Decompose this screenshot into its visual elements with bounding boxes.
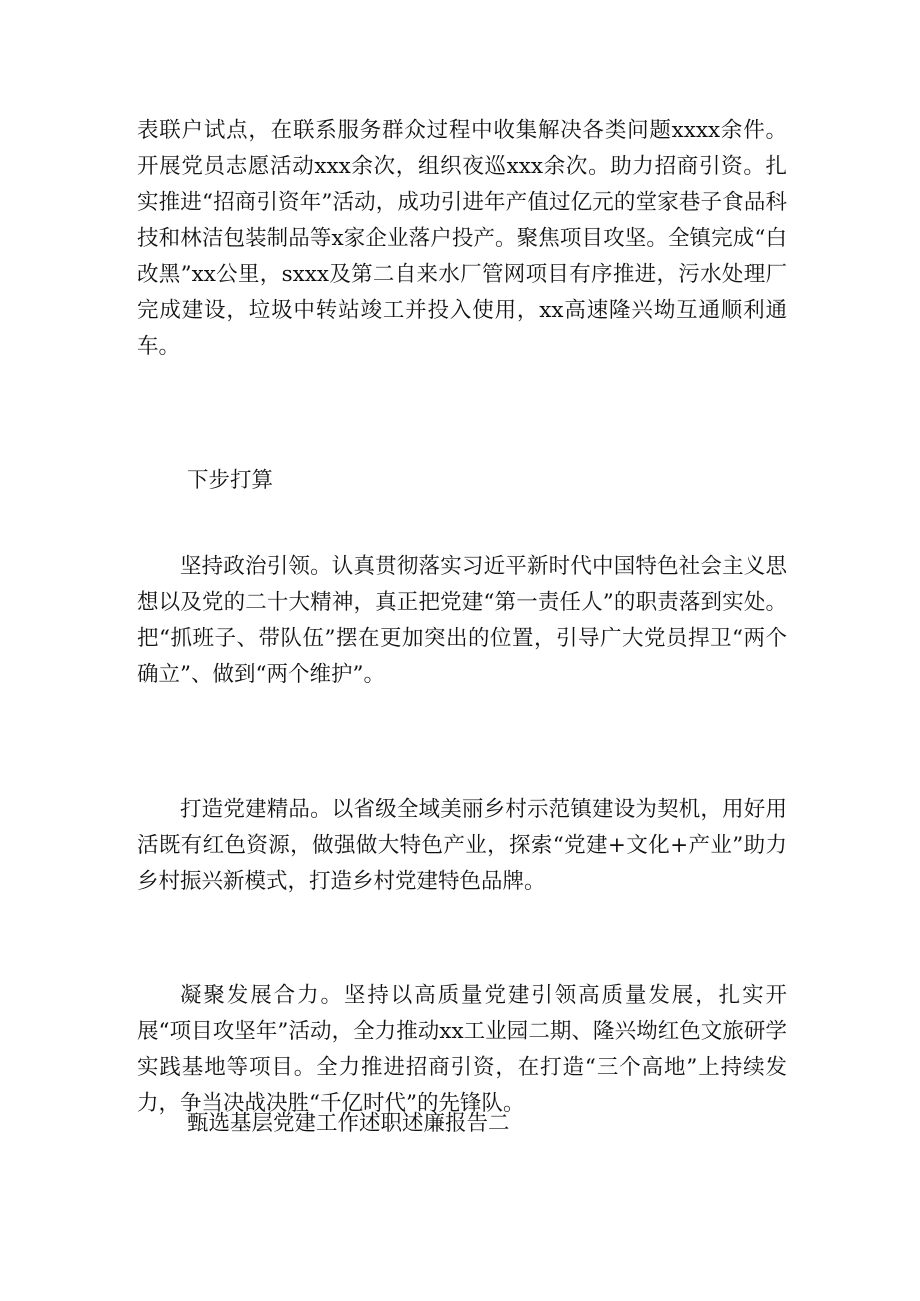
section-heading-next-steps: 下步打算 (187, 468, 274, 493)
paragraph-political-leadership: 坚持政治引领。认真贯彻落实习近平新时代中国特色社会主义思想以及党的二十大精神，真正把党建“第一责任人”的职责落到实处。把“抓班子、带队伍”摆在更加突出的位置，引导广大党员捍卫“两个确立”、做到“两个维护”。 (137, 554, 787, 687)
paragraph-work-results: 表联户试点，在联系服务群众过程中收集解决各类问题xxxx余件。开展党员志愿活动xxx余次，组织夜巡xxx余次。助力招商引资。扎实推进“招商引资年”活动，成功引进年产值过亿元的堂家巷子食品科技和林洁包装制品等x家企业落户投产。聚焦项目攻坚。全镇完成“白改黑”xx公里，sxxx及第二自来水厂管网项目有序推进，污水处理厂完成建设，垃圾中转站竣工并投入使用，xx高速隆兴坳互通顺利通车。 (137, 118, 787, 359)
paragraph-development-synergy: 凝聚发展合力。坚持以高质量党建引领高质量发展，扎实开展“项目攻坚年”活动，全力推动xx工业园二期、隆兴坳红色文旅研学实践基地等项目。全力推进招商引资，在打造“三个高地”上持续发力，争当决战决胜“千亿时代”的先锋队。 (137, 983, 787, 1116)
paragraph-party-building-brand: 打造党建精品。以省级全域美丽乡村示范镇建设为契机，用好用活既有红色资源，做强做大特色产业，探索“党建+文化+产业”助力乡村振兴新模式，打造乡村党建特色品牌。 (137, 797, 787, 894)
next-report-title: 甄选基层党建工作述职述廉报告二 (187, 1111, 510, 1136)
